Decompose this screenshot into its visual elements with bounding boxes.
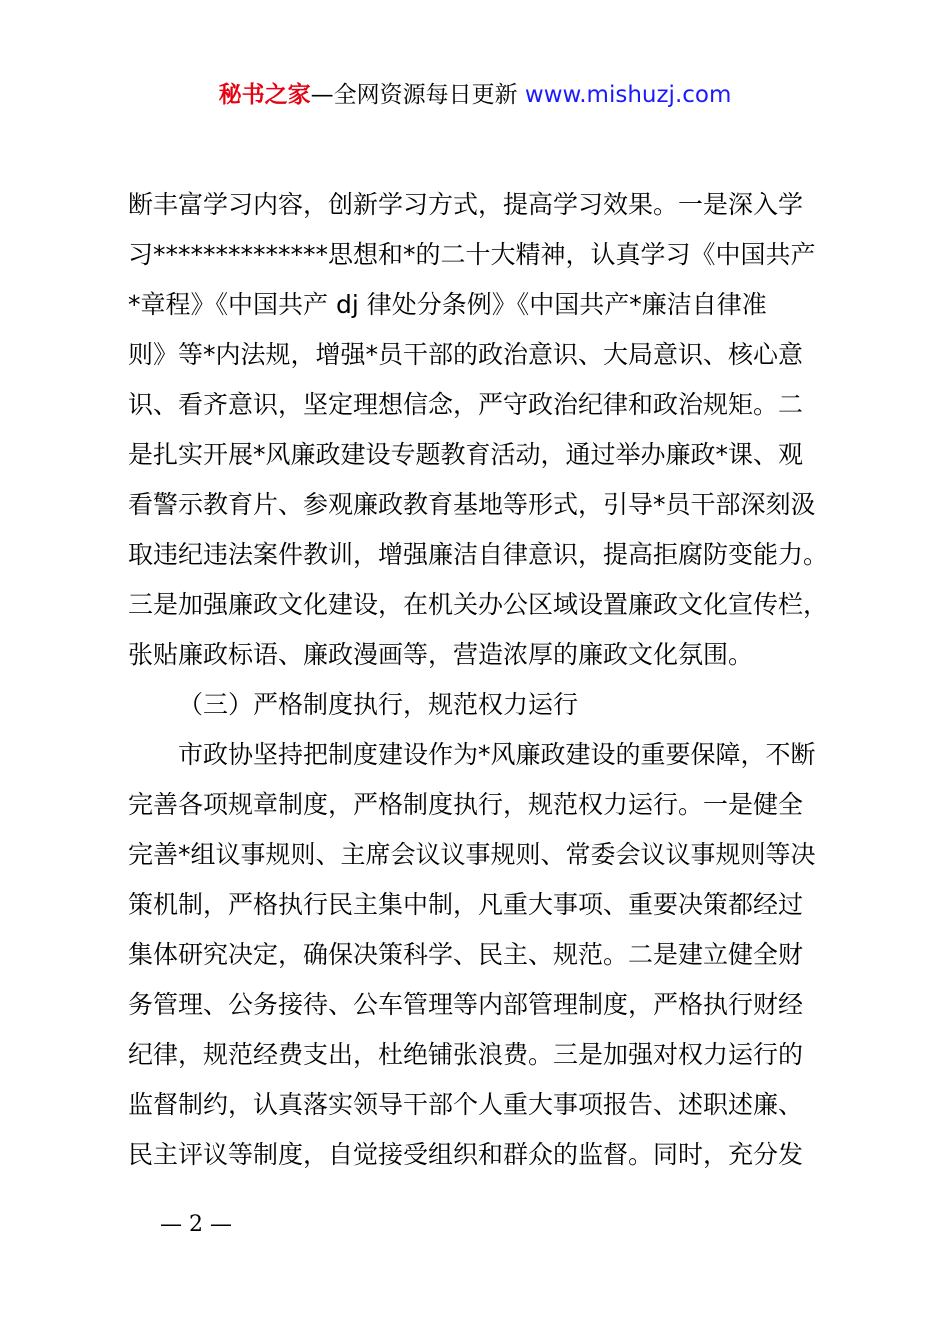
paragraph-first-line: 市政协坚持把制度建设作为*风廉政建设的重要保障，不断 bbox=[178, 740, 816, 769]
text-line: 是扎实开展*风廉政建设专题教育活动，通过举办廉政*课、观 bbox=[128, 440, 804, 469]
header-tagline: —全网资源每日更新 bbox=[310, 82, 525, 108]
page-number: — 2 — bbox=[160, 1212, 232, 1237]
text-line: 完善*组议事规则、主席会议议事规则、常委会议议事规则等决 bbox=[128, 840, 816, 869]
text-line: 习**************思想和*的二十大精神，认真学习《中国共产 bbox=[128, 240, 816, 269]
text-line: 看警示教育片、参观廉政教育基地等形式，引导*员干部深刻汲 bbox=[128, 490, 816, 519]
text-line: 民主评议等制度，自觉接受组织和群众的监督。同时，充分发 bbox=[128, 1140, 804, 1169]
site-url-link[interactable]: www.mishuzj.com bbox=[524, 82, 732, 108]
text-line: 完善各项规章制度，严格制度执行，规范权力运行。一是健全 bbox=[128, 790, 804, 819]
text-line: 识、看齐意识，坚定理想信念，严守政治纪律和政治规矩。二 bbox=[128, 390, 804, 419]
text-line: 纪律，规范经费支出，杜绝铺张浪费。三是加强对权力运行的 bbox=[128, 1040, 804, 1069]
text-line: 则》等*内法规，增强*员干部的政治意识、大局意识、核心意 bbox=[128, 340, 804, 369]
section-heading: （三）严格制度执行，规范权力运行 bbox=[178, 690, 579, 719]
text-line: 集体研究决定，确保决策科学、民主、规范。二是建立健全财 bbox=[128, 940, 804, 969]
text-line: 三是加强廉政文化建设，在机关办公区域设置廉政文化宣传栏， bbox=[128, 590, 829, 619]
brand-name: 秘书之家 bbox=[218, 82, 311, 108]
text-line: 取违纪违法案件教训，增强廉洁自律意识，提高拒腐防变能力。 bbox=[128, 540, 829, 569]
site-header bbox=[0, 78, 950, 112]
document-body bbox=[128, 180, 848, 1180]
text-line: 务管理、公务接待、公车管理等内部管理制度，严格执行财经 bbox=[128, 990, 804, 1019]
text-line: *章程》《中国共产 dj 律处分条例》《中国共产*廉洁自律准 bbox=[128, 290, 767, 319]
text-line: 断丰富学习内容，创新学习方式，提高学习效果。一是深入学 bbox=[128, 190, 804, 219]
text-line: 监督制约，认真落实领导干部个人重大事项报告、述职述廉、 bbox=[128, 1090, 804, 1119]
text-line: 张贴廉政标语、廉政漫画等，营造浓厚的廉政文化氛围。 bbox=[128, 640, 754, 669]
text-line: 策机制，严格执行民主集中制，凡重大事项、重要决策都经过 bbox=[128, 890, 804, 919]
